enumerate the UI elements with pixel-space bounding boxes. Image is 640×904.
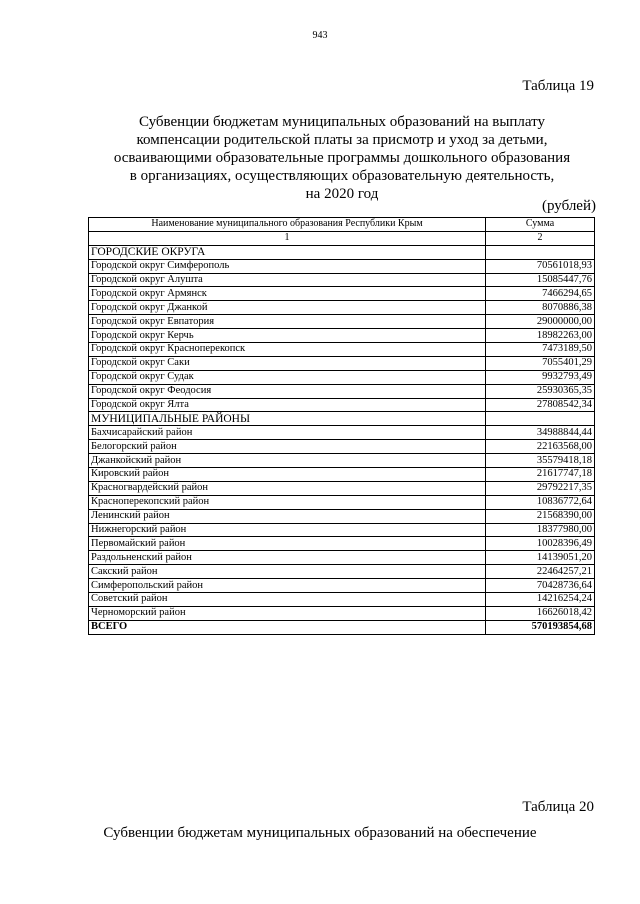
table-row xyxy=(89,509,595,523)
amount-cell: 10028396,49 xyxy=(486,537,595,551)
table-row xyxy=(89,565,595,579)
municipality-name: Городской округ Джанкой xyxy=(89,301,486,315)
amount-cell: 35579418,18 xyxy=(486,454,595,468)
total-row xyxy=(89,620,595,634)
municipality-name: Городской округ Керчь xyxy=(89,329,486,343)
table-row xyxy=(89,468,595,482)
table-row xyxy=(89,329,595,343)
title-line: компенсации родительской платы за присмотр и уход за детьми, xyxy=(136,132,548,148)
municipality-name: Городской округ Красноперекопск xyxy=(89,343,486,357)
amount-cell: 14139051,20 xyxy=(486,551,595,565)
table-row xyxy=(89,398,595,412)
amount-cell: 21568390,00 xyxy=(486,509,595,523)
amount-cell: 70428736,64 xyxy=(486,579,595,593)
municipality-name: Городской округ Саки xyxy=(89,356,486,370)
municipality-name: Городской округ Судак xyxy=(89,370,486,384)
municipality-name: Ленинский район xyxy=(89,509,486,523)
amount-cell: 16626018,42 xyxy=(486,606,595,620)
unit-label: (рублей) xyxy=(541,198,596,214)
table-row xyxy=(89,593,595,607)
municipality-name: Красногвардейский район xyxy=(89,481,486,495)
section-row xyxy=(89,245,595,259)
table-row xyxy=(89,481,595,495)
table-row xyxy=(89,370,595,384)
amount-cell: 70561018,93 xyxy=(486,259,595,273)
municipality-name: Джанкойский район xyxy=(89,454,486,468)
title-line: Субвенции бюджетам муниципальных образований на выплату xyxy=(138,114,546,130)
amount-cell: 14216254,24 xyxy=(486,593,595,607)
amount-cell xyxy=(486,245,595,259)
municipality-name: Первомайский район xyxy=(89,537,486,551)
amount-cell xyxy=(486,412,595,426)
municipality-name: Нижнегорский район xyxy=(89,523,486,537)
amount-cell: 22163568,00 xyxy=(486,440,595,454)
municipality-name: Кировский район xyxy=(89,468,486,482)
table-row xyxy=(89,301,595,315)
table-row xyxy=(89,426,595,440)
municipality-name: Городской округ Ялта xyxy=(89,398,486,412)
amount-cell: 7055401,29 xyxy=(486,356,595,370)
amount-cell: 21617747,18 xyxy=(486,468,595,482)
municipality-name: Городской округ Евпатория xyxy=(89,315,486,329)
table-row xyxy=(89,273,595,287)
municipality-name: Бахчисарайский район xyxy=(89,426,486,440)
municipality-name: Городской округ Феодосия xyxy=(89,384,486,398)
total-amount: 570193854,68 xyxy=(486,620,595,634)
column-number-row xyxy=(89,231,595,245)
municipality-name: Городской округ Симферополь xyxy=(89,259,486,273)
page-number: 943 xyxy=(312,30,328,41)
title-line: осваивающими образовательные программы дошкольного образования xyxy=(113,150,571,166)
section-title: МУНИЦИПАЛЬНЫЕ РАЙОНЫ xyxy=(89,412,486,426)
table-row xyxy=(89,287,595,301)
amount-cell: 18377980,00 xyxy=(486,523,595,537)
municipality-name: Городской округ Армянск xyxy=(89,287,486,301)
amount-cell: 10836772,64 xyxy=(486,495,595,509)
municipality-name: Симферопольский район xyxy=(89,579,486,593)
amount-cell: 7473189,50 xyxy=(486,343,595,357)
section-title: ГОРОДСКИЕ ОКРУГА xyxy=(89,245,486,259)
table-row xyxy=(89,343,595,357)
subvention-table xyxy=(88,217,595,635)
table-row xyxy=(89,579,595,593)
amount-cell: 22464257,21 xyxy=(486,565,595,579)
amount-cell: 34988844,44 xyxy=(486,426,595,440)
table-19-title xyxy=(90,113,594,203)
table-row xyxy=(89,384,595,398)
amount-cell: 7466294,65 xyxy=(486,287,595,301)
title-line: на 2020 год xyxy=(305,186,379,202)
municipality-name: Советский район xyxy=(89,593,486,607)
amount-cell: 29792217,35 xyxy=(486,481,595,495)
municipality-name: Городской округ Алушта xyxy=(89,273,486,287)
municipality-name: Раздольненский район xyxy=(89,551,486,565)
table-20-title: Субвенции бюджетам муниципальных образований на обеспечение xyxy=(103,825,537,841)
table-row xyxy=(89,537,595,551)
column-header-name: Наименование муниципального образования Республики Крым xyxy=(89,218,486,232)
amount-cell: 9932793,49 xyxy=(486,370,595,384)
amount-cell: 15085447,76 xyxy=(486,273,595,287)
column-number-1: 1 xyxy=(89,231,486,245)
table-20-label: Таблица 20 xyxy=(522,799,594,815)
amount-cell: 8070886,38 xyxy=(486,301,595,315)
municipality-name: Черноморский район xyxy=(89,606,486,620)
table-row xyxy=(89,356,595,370)
municipality-name: Красноперекопский район xyxy=(89,495,486,509)
total-label: ВСЕГО xyxy=(89,620,486,634)
amount-cell: 27808542,34 xyxy=(486,398,595,412)
table-row xyxy=(89,523,595,537)
table-row xyxy=(89,551,595,565)
table-row xyxy=(89,259,595,273)
table-row xyxy=(89,440,595,454)
table-header-row xyxy=(89,218,595,232)
municipality-name: Белогорский район xyxy=(89,440,486,454)
table-row xyxy=(89,454,595,468)
table-row xyxy=(89,315,595,329)
table-row xyxy=(89,495,595,509)
amount-cell: 25930365,35 xyxy=(486,384,595,398)
column-header-amount: Сумма xyxy=(486,218,595,232)
amount-cell: 29000000,00 xyxy=(486,315,595,329)
column-number-2: 2 xyxy=(486,231,595,245)
section-row xyxy=(89,412,595,426)
title-line: в организациях, осуществляющих образовательную деятельность, xyxy=(129,168,555,184)
table-row xyxy=(89,606,595,620)
table-19-label: Таблица 19 xyxy=(522,78,594,94)
amount-cell: 18982263,00 xyxy=(486,329,595,343)
municipality-name: Сакский район xyxy=(89,565,486,579)
